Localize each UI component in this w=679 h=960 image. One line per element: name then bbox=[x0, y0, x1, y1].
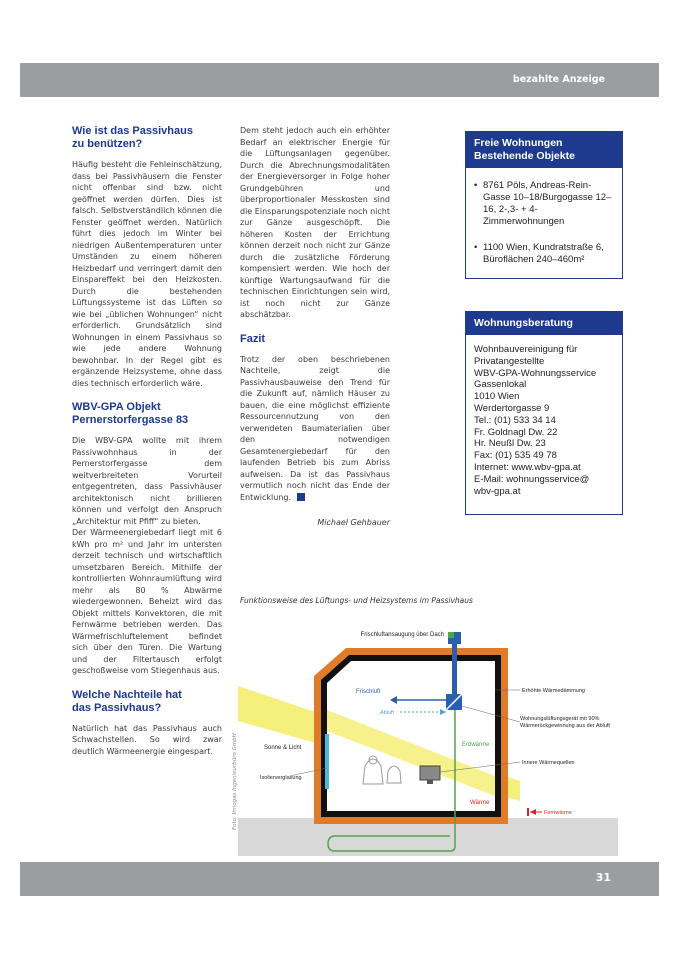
contact-line: Gassenlokal bbox=[474, 379, 527, 391]
contact-line: Tel.: (01) 533 34 14 bbox=[474, 414, 556, 426]
paragraph-disadvantages: Natürlich hat das Passivhaus auch Schwachstellen. So wird zwar deutlich Wärmeenergie eingespart. bbox=[72, 723, 222, 756]
paragraph-conclusion-text: Trotz der oben beschriebenen Nachteile, zeigt die Passivhausbauweise den Trend für die Zukunft auf, nämlich Häuser zu bauen, die eine möglichst effiziente Ressourcennutzung von den verwendeten Baumaterialien über den notwendigen Gesamtenergiebedarf für den laufenden Betrieb bis zum Abriss aufweisen. Da ist das Passivhaus vermutlich noch nicht das Ende der Entwicklung. bbox=[240, 354, 390, 502]
free-apartments-list bbox=[466, 168, 622, 266]
label-ventilation-unit: Wohnungslüftungsgerät mit 90% Wärmerückgewinnung aus der Abluft bbox=[520, 716, 610, 729]
heading-project-line-1: WBV-GPA Objekt bbox=[72, 401, 161, 413]
label-geothermal: Erdwärme bbox=[462, 742, 490, 748]
diagram-title: Funktionsweise des Lüftungs- und Heizsystems im Passivhaus bbox=[240, 596, 473, 605]
label-ventilation-unit-wrapper bbox=[520, 716, 612, 746]
label-internal-sources: Innere Wärmequellen bbox=[522, 760, 575, 766]
housing-advice-title: Wohnungsberatung bbox=[466, 312, 622, 335]
internal-heat-source-icon bbox=[420, 766, 440, 780]
ventilation-diagram bbox=[230, 596, 620, 856]
heading-usage-line-1: Wie ist das Passivhaus bbox=[72, 125, 193, 137]
heading-project bbox=[72, 401, 222, 427]
label-district-heat: Fernwärme bbox=[544, 810, 572, 816]
contact-line: Werdertorgasse 9 bbox=[474, 402, 550, 414]
label-heat: Wärme bbox=[470, 800, 490, 806]
photo-credit-text: Foto: Innogas Ingenieurbüro GmbH bbox=[232, 733, 238, 830]
list-item: • 1100 Wien, Kundratstraße 6, Büroflächen 240–460m² bbox=[474, 242, 616, 266]
label-glazing: Isolierverglasung bbox=[260, 775, 302, 781]
free-apartments-title-line-1: Freie Wohnungen bbox=[474, 137, 563, 149]
contact-line: E-Mail: wohnungsservice@ bbox=[474, 473, 590, 485]
paragraph-usage: Häufig besteht die Fehleinschätzung, dass bei Passivhäusern die Fenster nicht offenbar sind bzw. nicht geöffnet werden dürfen. Dies ist falsch. Selbstverständlich können die Fenster geöffnet werden. Natürlich führt dies jedoch im Winter bei niedrigen Außentemperaturen unter Umständen zu einem höheren Heizbedarf und verringert damit den Einspareffekt bei den Heizkosten. Durch die bestehenden Lüftungssysteme ist das Lüften so wie bei „üblichen Wohnungen“ nicht erforderlich. Grundsätzlich sind Wohnungen in einem Passivhaus so wie jede andere Wohnung bewohnbar. In der Regel gibt es ergänzende Heizsysteme, ohne dass dies technisch erforderlich wäre. bbox=[72, 160, 222, 388]
contact-line: Internet: www.wbv-gpa.at bbox=[474, 461, 581, 473]
free-apartments-title bbox=[466, 132, 622, 168]
heading-conclusion: Fazit bbox=[240, 332, 266, 345]
free-apartments-title-line-2: Bestehende Objekte bbox=[474, 150, 575, 162]
end-of-article-square-icon bbox=[297, 493, 305, 501]
article-column-2 bbox=[240, 125, 390, 527]
housing-advice-box bbox=[465, 311, 623, 515]
label-sun: Sonne & Licht bbox=[264, 745, 302, 751]
heading-usage-line-2: zu benützen? bbox=[72, 138, 143, 150]
paragraph-conclusion bbox=[240, 354, 390, 504]
monitor-stand bbox=[427, 780, 433, 784]
paragraph-project-details: Der Wärmeenergiebedarf liegt mit 6 kWh pro m² und Jahr im untersten derzeit technisch und wirtschaftlich umsetzbaren Bereich. Mithilfe der kontrollierten Wohnraumlüftung wird mehr als 80 % Abwärme wiedergewonnen. Beheizt wird das Objekt mittels Konvektoren, die mit Fernwärme betrieben werden. Das Wärmefrischluftelement befindet sich über den Türen. Die Wartung und der Filtertausch erfolgt geschoßweise vom Stiegenhaus aus. bbox=[72, 528, 222, 675]
page-number: 31 bbox=[595, 871, 611, 884]
contact-line: Hr. Neußl Dw. 23 bbox=[474, 438, 546, 450]
paid-ad-label: bezahlte Anzeige bbox=[512, 74, 605, 85]
label-insulation: Erhöhte Wärmedämmung bbox=[522, 688, 585, 694]
free-apartments-box bbox=[465, 131, 623, 279]
diagram-graphic bbox=[230, 596, 620, 856]
label-intake: Frischluftansaugung über Dach bbox=[360, 632, 444, 638]
paragraph-costs: Dem steht jedoch auch ein erhöhter Bedarf an elektrischer Energie für die Lüftungsanlagen gegenüber. Durch die Abrechnungsmodalitäten der Energieversorger in Folge hoher Grundgebühren und überproportionaler Messkosten sind die Einsparungspotenziale noch nicht zur Gänze ausgeschöpft. Die höheren Kosten der Errichtung können derzeit noch nicht zur Gänze durch die zusätzliche Förderung kompensiert werden. Wie hoch der künftige Wartungsaufwand für die technischen Einrichtungen sein wird, ist noch nicht zur Gänze abschätzbar. bbox=[240, 126, 390, 319]
heading-usage bbox=[72, 125, 222, 151]
heading-disadvantages bbox=[72, 689, 222, 715]
footer-bar bbox=[20, 862, 659, 896]
author-name: Michael Gehbauer bbox=[317, 518, 390, 527]
housing-advice-contact bbox=[466, 335, 622, 497]
label-exhaust: Abluft bbox=[380, 710, 395, 716]
list-item: • 8761 Pöls, Andreas-Rein-Gasse 10–18/Burgogasse 12–16, 2-,3- + 4-Zimmerwohnungen bbox=[474, 180, 616, 228]
contact-line: WBV-GPA-Wohnungsservice bbox=[474, 367, 597, 379]
district-heat-arrow-icon bbox=[530, 809, 536, 815]
label-fresh-air: Frischluft bbox=[356, 689, 381, 695]
contact-line: Wohnbauvereinigung für bbox=[474, 344, 578, 355]
contact-line: Fr. Goldnagl Dw. 22 bbox=[474, 426, 558, 438]
heading-disadvantages-line-2: das Passivhaus? bbox=[72, 701, 162, 714]
heading-project-line-2: Pernerstorfergasse 83 bbox=[72, 414, 189, 426]
contact-line: Privatangestellte bbox=[474, 355, 545, 367]
paragraph-project-intro: Die WBV-GPA wollte mit ihrem Passivwohnhaus in der Pernerstorfergasse dem weitverbreiteten Vorurteil entgegentreten, dass Passivhäuser architektonisch nicht brillieren können und verfolgt den Anspruch „Architektur mit Pfiff“ zu bieten. bbox=[72, 436, 222, 526]
heading-disadvantages-line-1: Welche Nachteile hat bbox=[72, 688, 182, 701]
contact-line: Fax: (01) 535 49 78 bbox=[474, 450, 557, 462]
article-column-1 bbox=[72, 125, 222, 757]
intake-cap-accent bbox=[448, 632, 454, 638]
contact-line: 1010 Wien bbox=[474, 391, 520, 403]
header-bar bbox=[20, 63, 659, 97]
contact-line: wbv-gpa.at bbox=[474, 485, 521, 497]
glazing-window bbox=[325, 734, 329, 789]
